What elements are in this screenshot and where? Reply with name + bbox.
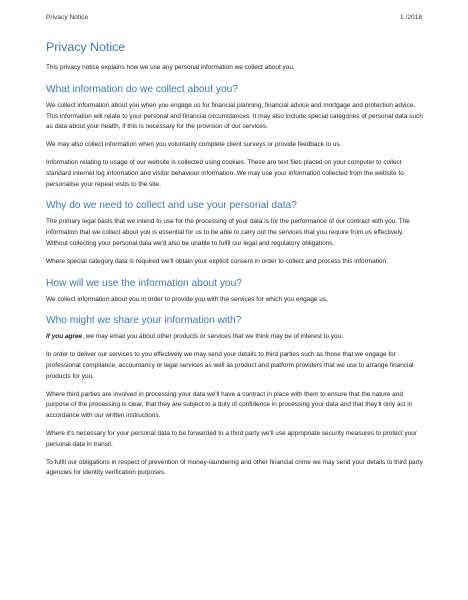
paragraph-rest: , we may email you about other products or services that we think may be of interest to you. [82, 333, 343, 341]
document-body [46, 40, 426, 486]
intro-paragraph: This privacy notice explains how we use any personal information we collect about you. [46, 64, 295, 71]
paragraph: Information relating to usage of our website is collected using cookies. These are text files placed on your computer to collect standard internet log information and visitor behaviour information. We may use your information collected from the website to personalise your repeat visits to the site. [46, 158, 404, 188]
paragraph: To fulfil our obligations in respect of prevention of money-laundering and other financial crime we may send your details to third party agencies for identity verification purposes. [46, 458, 423, 477]
running-header [46, 14, 422, 21]
paragraph: Where third parties are involved in processing your data we'll have a contract in place with them to ensure that the nature and purpose of the processing is clear, that they are subject to a duty of confidence in processing your data and that they'll only act in accordance with our written instructions. [46, 390, 413, 420]
paragraph: We collect information about you when you engage us for financial planning, financial advice and mortgage and protection advice. This information will relate to your personal and financial circumstances. It may also include special categories of personal data such as data about your health, if this is necessary for the provision of our services. [46, 101, 423, 131]
emphasis-if-you-agree: If you agree [46, 333, 83, 341]
header-title: Privacy Notice [46, 14, 89, 21]
paragraph: The primary legal basis that we intend to use for the processing of your data is for the performance of our contract with you. The information that we collect about you is essential for us to be able to carry out the services that you require from us effectively. Without collecting your personal data we'd also be unable to fulfil our legal and regulatory obligations. [46, 218, 410, 247]
header-page-info: 1 /2018 [400, 14, 422, 21]
paragraph-if-you-agree [46, 332, 426, 343]
paragraph: Where it's necessary for your personal data to be forwarded to a third party we'll use appropriate security measures to protect your personal data in transit. [46, 429, 418, 448]
section-heading-who-share: Who might we share your information with? [46, 315, 242, 327]
page-title: Privacy Notice [46, 40, 126, 54]
section-heading-what-information: What information do we collect about you? [46, 83, 238, 95]
section-heading-why-collect: Why do we need to collect and use your personal data? [46, 200, 297, 212]
section-heading-how-use: How will we use the information about you? [46, 277, 242, 289]
paragraph: We may also collect information when you voluntarily complete client surveys or provide feedback to us. [46, 141, 342, 149]
paragraph: Where special category data is required we'll obtain your explicit consent in order to collect and process this information. [46, 257, 388, 265]
paragraph: We collect information about you in order to provide you with the services for which you engage us. [46, 295, 328, 303]
paragraph: In order to deliver our services to you effectively we may send your details to third parties such as those that we engage for professional compliance, accountancy or legal services as well as product and platform providers that we use to arrange financial products for you. [46, 351, 414, 380]
